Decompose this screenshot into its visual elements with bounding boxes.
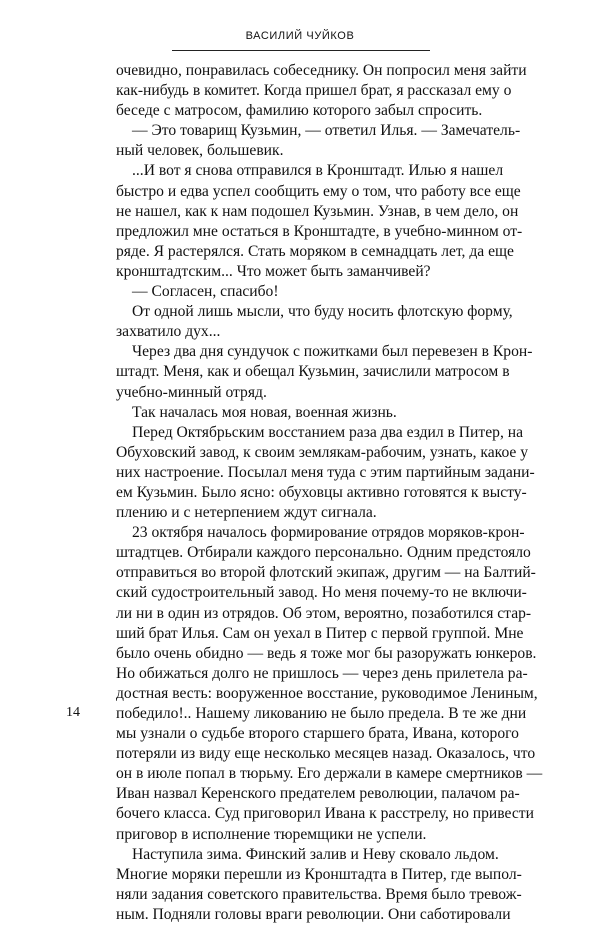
text-line: штадт. Меня, как и обещал Кузьмин, зачислили матросом в xyxy=(116,363,510,381)
text-line: достная весть: вооруженное восстание, руководимое Лениным, xyxy=(116,684,538,702)
text-line: Перед Октябрьским восстанием раза два ездил в Питер, на xyxy=(132,423,524,441)
text-line: ли ни в один из отрядов. Об этом, вероятно, позаботился стар- xyxy=(116,604,532,622)
text-line: От одной лишь мысли, что буду носить флотскую форму, xyxy=(132,303,513,321)
text-line: ший брат Илья. Сам он уехал в Питер с первой группой. Мне xyxy=(116,624,524,642)
text-line: он в июле попал в тюрьму. Его держали в камере смертников — xyxy=(116,765,543,783)
text-line: потеряли из виду еще несколько месяцев назад. Оказалось, что xyxy=(116,745,536,763)
text-line: отправиться во второй флотский экипаж, другим — на Балтий- xyxy=(116,564,536,582)
text-line: учебно-минный отряд. xyxy=(116,383,267,401)
text-line: них настроение. Посылал меня туда с этим партийным задани- xyxy=(116,463,535,481)
text-line: Обуховский завод, к своим землякам-рабочим, узнать, какое у xyxy=(116,443,529,461)
text-line: 23 октября началось формирование отрядов моряков-крон- xyxy=(132,524,525,542)
text-line: штадтцев. Отбирали каждого персонально. Одним предстояло xyxy=(116,544,531,562)
text-line: Наступила зима. Финский залив и Неву сковало льдом. xyxy=(132,845,499,863)
text-line: победило!.. Нашему ликованию не было предела. В те же дни xyxy=(116,705,527,722)
text-line: ...И вот я снова отправился в Кронштадт. Илью я нашел xyxy=(132,162,504,180)
text-line: плению и с нетерпением ждут сигнала. xyxy=(116,504,377,522)
text-line: Иван назвал Керенского предателем революции, палачом ра- xyxy=(116,785,520,803)
text-line: ным. Подняли головы враги революции. Они саботировали xyxy=(116,905,511,923)
text-line: ряде. Я растерялся. Стать моряком в семнадцать лет, да еще xyxy=(116,242,514,260)
page-number: 14 xyxy=(66,705,80,720)
text-line: ский судостроительный завод. Но меня почему-то не включи- xyxy=(116,584,527,602)
text-line: ный человек, большевик. xyxy=(116,142,284,160)
text-line: беседе с матросом, фамилию которого забыл спросить. xyxy=(116,102,483,120)
text-line: приговор в исполнение тюремщики не успели. xyxy=(116,825,427,843)
text-line: Многие моряки перешли из Кронштадта в Питер, где выпол- xyxy=(116,865,522,883)
header-rule xyxy=(172,50,430,51)
text-line: как-нибудь в комитет. Когда пришел брат, я рассказал ему о xyxy=(116,82,512,100)
text-line: быстро и едва успел сообщить ему о том, что работу все еще xyxy=(116,182,521,200)
text-line: Через два дня сундучок с пожитками был перевезен в Крон- xyxy=(132,343,533,361)
text-line: не нашел, как к нам подошел Кузьмин. Узнав, в чем дело, он xyxy=(116,202,519,220)
text-line: няли задания советского правительства. Время было тревож- xyxy=(116,885,522,903)
text-line: — Согласен, спасибо! xyxy=(132,283,279,301)
text-line: бочего класса. Суд приговорил Ивана к расстрелу, но привести xyxy=(116,805,534,823)
running-header: ВАСИЛИЙ ЧУЙКОВ xyxy=(245,30,355,42)
text-line: очевидно, понравилась собеседнику. Он попросил меня зайти xyxy=(116,62,527,79)
text-line: — Это товарищ Кузьмин, — ответил Илья. — Замечатель- xyxy=(132,122,521,140)
text-line: захватило дух... xyxy=(116,323,221,341)
body-text xyxy=(116,61,543,925)
text-line: Но обижаться долго не пришлось — через день прилетела ра- xyxy=(116,664,528,682)
text-line: Так началась моя новая, военная жизнь. xyxy=(132,403,397,421)
text-line: предложил мне остаться в Кронштадте, в учебно-минном от- xyxy=(116,222,523,240)
text-line: мы узнали о судьбе второго старшего брата, Ивана, которого xyxy=(116,725,519,743)
text-line: ем Кузьмин. Было ясно: обуховцы активно готовятся к высту- xyxy=(116,483,527,501)
text-line: кронштадтским... Что может быть заманчивей? xyxy=(116,262,431,280)
text-line: было очень обидно — ведь я тоже мог бы разоружать юнкеров. xyxy=(116,644,537,662)
